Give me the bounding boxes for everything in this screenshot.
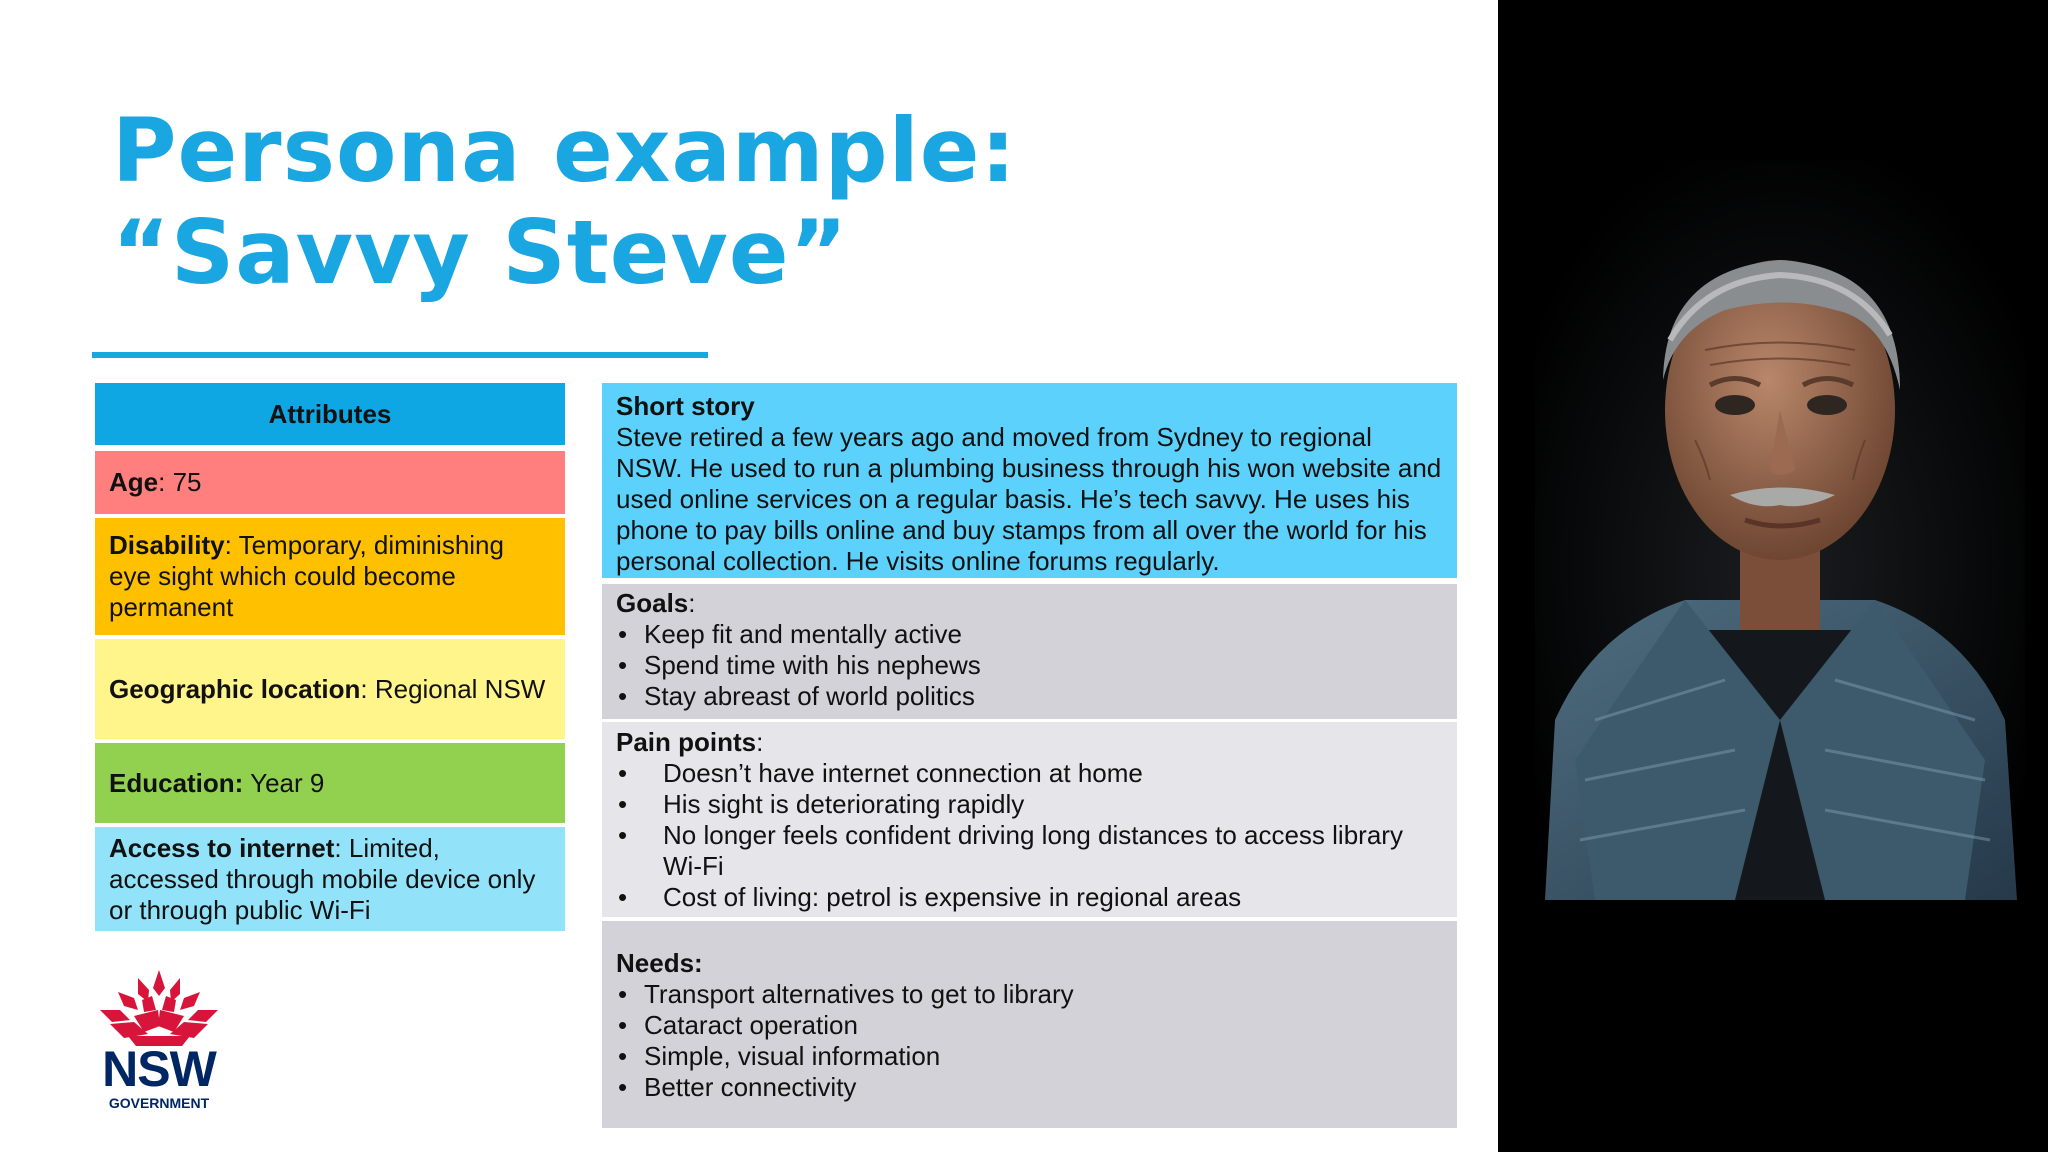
list-item: • Keep fit and mentally active xyxy=(616,619,1443,650)
needs-section xyxy=(602,921,1457,1128)
goals-heading: Goals xyxy=(616,588,689,618)
government-wordmark: GOVERNMENT xyxy=(108,1095,210,1111)
title-line-2: “Savvy Steve” xyxy=(112,201,849,304)
list-item: • Better connectivity xyxy=(616,1072,1443,1103)
attribute-geographic-location: Geographic location: Regional NSW xyxy=(95,639,565,739)
list-item: • Doesn’t have internet connection at home xyxy=(616,758,1443,789)
attribute-value: 75 xyxy=(172,467,202,497)
attribute-value: Year 9 xyxy=(250,767,325,798)
nsw-wordmark: NSW xyxy=(102,1041,216,1097)
attributes-header xyxy=(95,383,565,445)
attribute-age: Age: 75 xyxy=(95,451,565,514)
title-underline xyxy=(92,352,708,358)
attribute-disability: Disability: Temporary, diminishing eye sight which could become permanent xyxy=(95,518,565,635)
list-item: • Cost of living: petrol is expensive in regional areas xyxy=(616,882,1443,913)
pain-points-list xyxy=(616,758,1443,913)
goals-section: Goals: • Keep fit and mentally active • Spend time with his nephews • Stay abreast of world politics xyxy=(602,584,1457,719)
attribute-label: Education: xyxy=(109,767,244,798)
attribute-education xyxy=(95,743,565,823)
pain-points-heading: Pain points xyxy=(616,727,757,757)
list-item: • No longer feels confident driving long distances to access library Wi-Fi xyxy=(616,820,1443,882)
short-story-section xyxy=(602,383,1457,578)
list-item: • Spend time with his nephews xyxy=(616,650,1443,681)
attribute-label: Geographic location xyxy=(109,673,361,704)
list-item: • His sight is deteriorating rapidly xyxy=(616,789,1443,820)
short-story-text: Steve retired a few years ago and moved from Sydney to regional NSW. He used to run a plumbing business through his won website and used online services on a regular basis. He’s tech savvy. He uses his phone to pay bills online and buy stamps from all over the world for his personal collection. He visits online forums regularly. xyxy=(616,422,1442,576)
title-line-1: Persona example: xyxy=(112,99,1017,202)
attribute-access-to-internet: Access to internet: Limited, accessed through mobile device only or through public Wi-Fi xyxy=(95,827,565,931)
list-item: • Cataract operation xyxy=(616,1010,1443,1041)
needs-heading: Needs: xyxy=(616,948,703,978)
needs-list xyxy=(616,979,1443,1103)
attribute-label: Access to internet xyxy=(109,832,335,863)
waratah-icon xyxy=(94,966,224,1046)
persona-portrait-image xyxy=(1535,160,2025,900)
slide-title xyxy=(112,100,1017,304)
pain-points-section: Pain points: • Doesn’t have internet connection at home • His sight is deteriorating rapidly • No longer feels confident driving long distances to access library Wi-Fi • Cost of living: petrol is expensive in regional areas xyxy=(602,722,1457,917)
goals-list xyxy=(616,619,1443,712)
attribute-label: Age xyxy=(109,467,159,497)
attribute-label: Disability xyxy=(109,530,225,560)
nsw-government-logo xyxy=(94,966,224,1114)
list-item: • Transport alternatives to get to library xyxy=(616,979,1443,1010)
attribute-value: Temporary, diminishing eye sight which could become permanent xyxy=(109,530,504,622)
attribute-value: Regional NSW xyxy=(374,673,546,704)
list-item: • Simple, visual information xyxy=(616,1041,1443,1072)
list-item: • Stay abreast of world politics xyxy=(616,681,1443,712)
short-story-heading: Short story xyxy=(616,391,755,421)
attribute-value: Limited, accessed through mobile device only or through public Wi-Fi xyxy=(109,832,536,925)
attributes-header-label: Attributes xyxy=(268,398,392,429)
